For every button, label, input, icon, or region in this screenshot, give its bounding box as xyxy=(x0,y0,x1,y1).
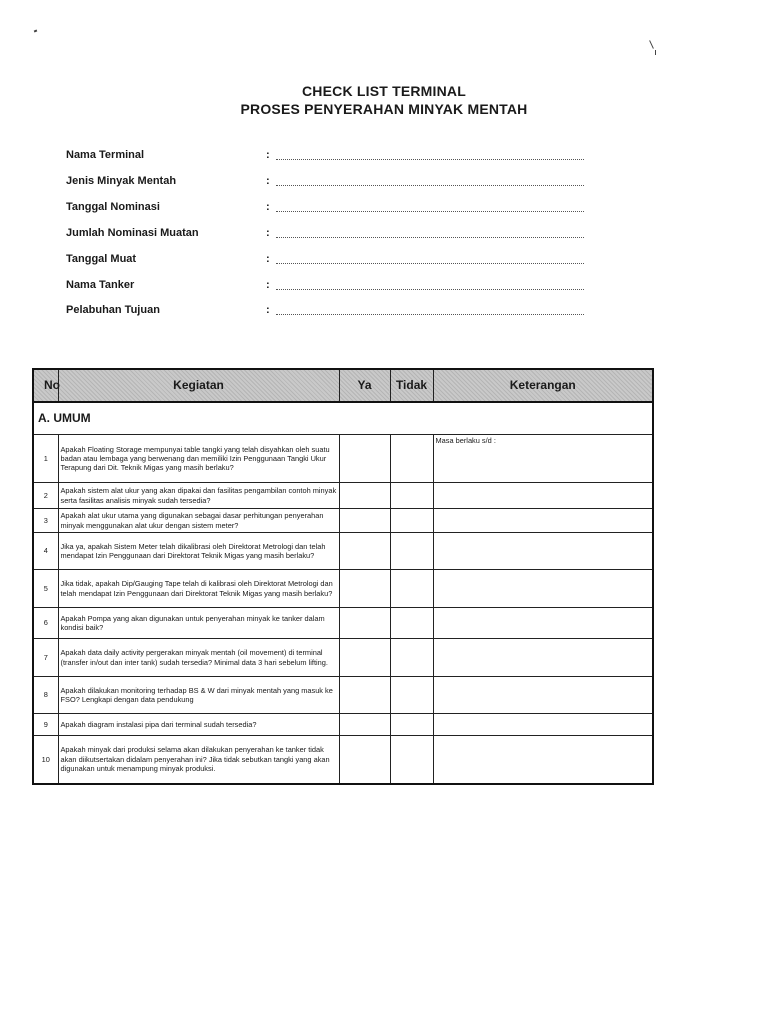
field-blank-line[interactable] xyxy=(276,149,584,160)
row-question: Apakah minyak dari produksi selama akan dilakukan penyerahan ke tanker tidak akan diikutsertakan didalam penyerahan ini? Jika tidak sebutkan tangki yang akan digunakan untuk menampung minyak produksi. xyxy=(58,736,339,784)
scan-speck xyxy=(649,40,654,49)
keterangan-cell[interactable] xyxy=(433,570,653,608)
field-separator: : xyxy=(266,279,270,291)
table-row xyxy=(33,639,653,677)
keterangan-cell[interactable] xyxy=(433,483,653,509)
field-label: Jumlah Nominasi Muatan xyxy=(66,227,199,239)
row-question: Apakah sistem alat ukur yang akan dipakai dan fasilitas pengambilan contoh minyak serta fasilitas analisis minyak sudah tersedia? xyxy=(58,483,339,509)
table-row xyxy=(33,483,653,509)
keterangan-cell[interactable] xyxy=(433,608,653,639)
tidak-checkbox-cell[interactable] xyxy=(390,714,433,736)
document-title: CHECK LIST TERMINAL xyxy=(301,83,466,99)
field-label: Tanggal Nominasi xyxy=(66,201,160,213)
table-header-row xyxy=(33,369,653,402)
header-keterangan: Keterangan xyxy=(433,369,653,402)
field-label: Nama Terminal xyxy=(66,149,145,161)
tidak-checkbox-cell[interactable] xyxy=(390,509,433,533)
field-blank-line[interactable] xyxy=(276,227,584,238)
field-jumlah-nominasi xyxy=(66,227,586,243)
field-separator: : xyxy=(266,175,270,187)
field-separator: : xyxy=(266,227,270,239)
scan-speck xyxy=(34,30,38,33)
row-number: 2 xyxy=(33,483,58,509)
header-tidak: Tidak xyxy=(390,369,433,402)
row-number: 3 xyxy=(33,509,58,533)
ya-checkbox-cell[interactable] xyxy=(339,533,390,570)
keterangan-cell[interactable] xyxy=(433,677,653,714)
ya-checkbox-cell[interactable] xyxy=(339,639,390,677)
field-label: Pelabuhan Tujuan xyxy=(66,304,160,316)
tidak-checkbox-cell[interactable] xyxy=(390,736,433,784)
row-question: Apakah alat ukur utama yang digunakan sebagai dasar perhitungan penyerahan minyak menggunakan alat ukur dengan sistem meter? xyxy=(58,509,339,533)
field-nama-terminal xyxy=(66,149,586,165)
scan-speck xyxy=(655,50,656,55)
ya-checkbox-cell[interactable] xyxy=(339,608,390,639)
document-subtitle: PROSES PENYERAHAN MINYAK MENTAH xyxy=(240,101,528,117)
field-label: Nama Tanker xyxy=(66,279,135,291)
keterangan-cell[interactable] xyxy=(433,509,653,533)
section-title: A. UMUM xyxy=(33,402,653,435)
keterangan-cell[interactable] xyxy=(433,714,653,736)
row-question: Jika tidak, apakah Dip/Gauging Tape telah di kalibrasi oleh Direktorat Metrologi dan telah mendapat Izin Penggunaan dari Direktorat Teknik Migas yang masih berlaku? xyxy=(58,570,339,608)
field-pelabuhan-tujuan xyxy=(66,304,586,320)
table-row xyxy=(33,533,653,570)
row-question: Apakah Floating Storage mempunyai table tangki yang telah disyahkan oleh suatu badan atau lembaga yang berwenang dan memiliki Izin Penggunaan Tangki Ukur Terapung dari Dit. Teknik Migas yang masih berlaku? xyxy=(58,435,339,483)
ya-checkbox-cell[interactable] xyxy=(339,509,390,533)
keterangan-cell[interactable] xyxy=(433,736,653,784)
header-kegiatan: Kegiatan xyxy=(58,369,339,402)
field-separator: : xyxy=(266,149,270,161)
table-row xyxy=(33,677,653,714)
row-number: 7 xyxy=(33,639,58,677)
field-blank-line[interactable] xyxy=(276,304,584,315)
tidak-checkbox-cell[interactable] xyxy=(390,677,433,714)
keterangan-cell[interactable]: Masa berlaku s/d : xyxy=(433,435,653,483)
row-number: 8 xyxy=(33,677,58,714)
row-question: Jika ya, apakah Sistem Meter telah dikalibrasi oleh Direktorat Metrologi dan telah mendapat Izin Penggunaan dari Direktorat Teknik Migas yang masih berlaku? xyxy=(58,533,339,570)
ya-checkbox-cell[interactable] xyxy=(339,570,390,608)
keterangan-cell[interactable] xyxy=(433,639,653,677)
field-jenis-minyak xyxy=(66,175,586,191)
tidak-checkbox-cell[interactable] xyxy=(390,483,433,509)
row-question: Apakah Pompa yang akan digunakan untuk penyerahan minyak ke tanker dalam kondisi baik? xyxy=(58,608,339,639)
table-row xyxy=(33,570,653,608)
row-question: Apakah data daily activity pergerakan minyak mentah (oil movement) di terminal (transfer in/out dan inter tank) sudah tersedia? Minimal data 3 hari sebelum lifting. xyxy=(58,639,339,677)
field-blank-line[interactable] xyxy=(276,279,584,290)
field-blank-line[interactable] xyxy=(276,175,584,186)
field-blank-line[interactable] xyxy=(276,253,584,264)
field-label: Tanggal Muat xyxy=(66,253,137,265)
field-label: Jenis Minyak Mentah xyxy=(66,175,177,187)
row-number: 1 xyxy=(33,435,58,483)
field-tanggal-nominasi xyxy=(66,201,586,217)
field-blank-line[interactable] xyxy=(276,201,584,212)
table-row xyxy=(33,509,653,533)
table-row xyxy=(33,736,653,784)
field-nama-tanker xyxy=(66,279,586,295)
row-number: 10 xyxy=(33,736,58,784)
row-number: 5 xyxy=(33,570,58,608)
field-separator: : xyxy=(266,201,270,213)
table-row xyxy=(33,608,653,639)
ya-checkbox-cell[interactable] xyxy=(339,736,390,784)
row-number: 4 xyxy=(33,533,58,570)
tidak-checkbox-cell[interactable] xyxy=(390,639,433,677)
row-question: Apakah diagram instalasi pipa dari terminal sudah tersedia? xyxy=(58,714,339,736)
field-separator: : xyxy=(266,253,270,265)
row-number: 9 xyxy=(33,714,58,736)
header-no: No xyxy=(33,369,58,402)
tidak-checkbox-cell[interactable] xyxy=(390,608,433,639)
ya-checkbox-cell[interactable] xyxy=(339,483,390,509)
tidak-checkbox-cell[interactable] xyxy=(390,570,433,608)
tidak-checkbox-cell[interactable] xyxy=(390,533,433,570)
field-separator: : xyxy=(266,304,270,316)
row-number: 6 xyxy=(33,608,58,639)
table-row xyxy=(33,714,653,736)
checklist-table xyxy=(32,368,654,785)
keterangan-cell[interactable] xyxy=(433,533,653,570)
ya-checkbox-cell[interactable] xyxy=(339,677,390,714)
ya-checkbox-cell[interactable] xyxy=(339,435,390,483)
field-tanggal-muat xyxy=(66,253,586,269)
row-question: Apakah dilakukan monitoring terhadap BS & W dari minyak mentah yang masuk ke FSO? Lengkapi dengan data pendukung xyxy=(58,677,339,714)
table-row xyxy=(33,435,653,483)
ya-checkbox-cell[interactable] xyxy=(339,714,390,736)
tidak-checkbox-cell[interactable] xyxy=(390,435,433,483)
section-row xyxy=(33,402,653,435)
header-ya: Ya xyxy=(339,369,390,402)
